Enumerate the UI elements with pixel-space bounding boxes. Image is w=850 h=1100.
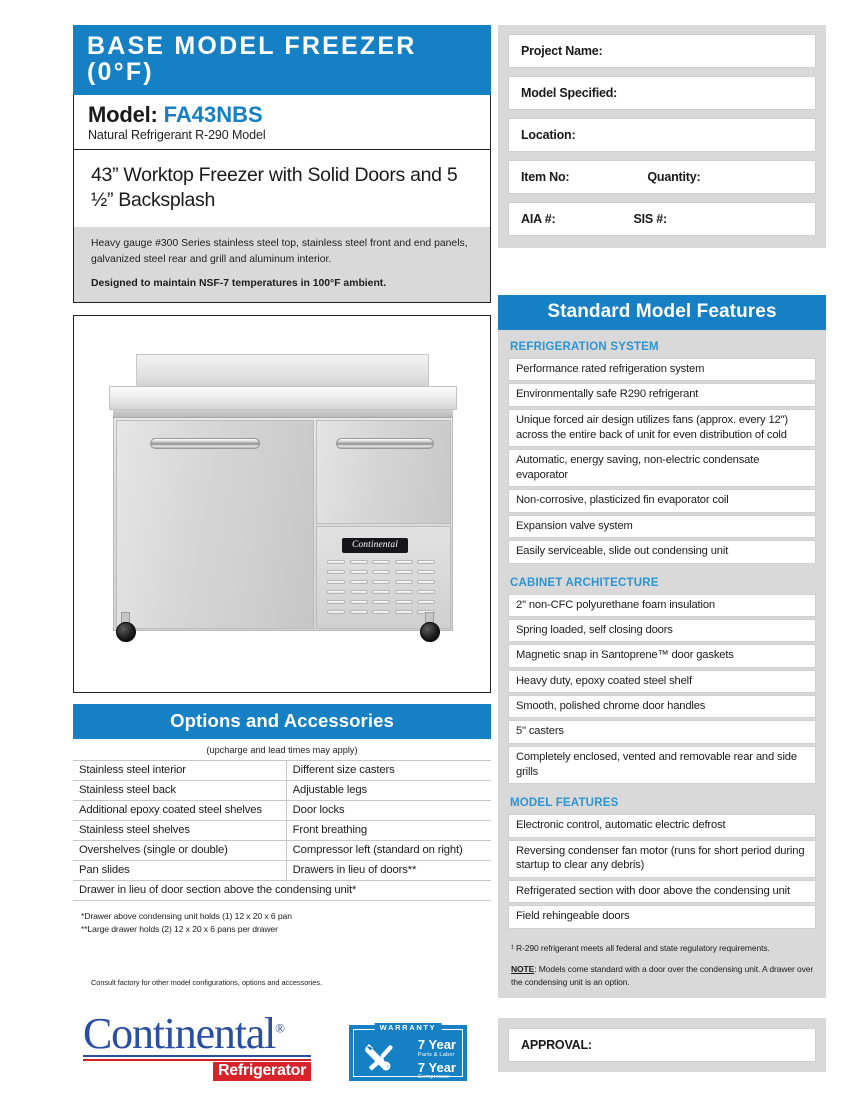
page-title: BASE MODEL FREEZER (0°F) (73, 25, 491, 95)
description-title: 43” Worktop Freezer with Solid Doors and 5 ½” Backsplash (91, 163, 458, 212)
feature-row: Performance rated refrigeration system (508, 358, 816, 381)
options-row-full (73, 880, 491, 900)
left-door-handle (150, 438, 260, 449)
grill-louver (372, 590, 390, 594)
model-line (88, 102, 476, 127)
warranty-terms (418, 1038, 456, 1083)
option-cell-right: Front breathing (286, 820, 491, 840)
logo-wordmark (83, 1008, 311, 1058)
logo-subbrand: Refrigerator (213, 1062, 311, 1081)
grill-louver (350, 580, 368, 584)
grill-louver (327, 580, 345, 584)
grill-louver (395, 570, 413, 574)
feature-row: 2" non-CFC polyurethane foam insulation (508, 594, 816, 617)
project-field-0[interactable] (508, 34, 816, 68)
feature-row: Unique forced air design utilizes fans (approx. every 12") across the entire back of unit for even distribution of cold (508, 409, 816, 447)
grill-louver (417, 580, 435, 584)
left-solid-door (116, 420, 314, 629)
grill-louver (372, 570, 390, 574)
option-cell-left: Stainless steel back (73, 780, 286, 800)
options-subnote: (upcharge and lead times may apply) (206, 744, 358, 755)
left-column (73, 25, 491, 1081)
warranty-years-compressor: 7 Year (417, 1059, 456, 1075)
right-upper-door (316, 420, 451, 524)
backsplash (136, 354, 429, 389)
project-field-label-secondary: SIS #: (633, 212, 667, 226)
option-cell-full: Drawer in lieu of door section above the condensing unit* (73, 880, 491, 900)
project-field-3[interactable] (508, 160, 816, 194)
feature-row: Completely enclosed, vented and removable rear and side grills (508, 746, 816, 784)
option-cell-left: Stainless steel interior (73, 760, 286, 780)
project-field-label: Project Name: (521, 44, 603, 58)
feature-row: 5" casters (508, 720, 816, 743)
feature-row: Easily serviceable, slide out condensing unit (508, 540, 816, 563)
warranty-badge (349, 1025, 467, 1081)
grill-louver (327, 590, 345, 594)
feature-section-title: REFRIGERATION SYSTEM (510, 341, 659, 353)
project-field-1[interactable] (508, 76, 816, 110)
warranty-title: WARRANTY (375, 1023, 442, 1032)
options-row (73, 820, 491, 840)
feature-section-title: MODEL FEATURES (510, 797, 619, 810)
r290-footnote: ¹ R-290 refrigerant meets all federal and state regulatory requirements. (511, 942, 770, 953)
options-table (73, 760, 491, 901)
project-field-label-secondary: Quantity: (647, 170, 701, 184)
grill-louver (395, 600, 413, 604)
approval-panel (498, 1018, 826, 1072)
grill-louver (395, 610, 413, 614)
approval-label: APPROVAL: (521, 1038, 592, 1052)
feature-row: Heavy duty, epoxy coated steel shelf (508, 670, 816, 693)
project-field-label: Model Specified: (521, 86, 618, 100)
continental-logo (83, 1008, 311, 1082)
condensing-unit-note (508, 954, 816, 988)
note-label: NOTE (511, 964, 535, 975)
grill-louver (417, 570, 435, 574)
project-field-2[interactable] (508, 118, 816, 152)
brand-badge: Continental (342, 538, 408, 553)
options-row (73, 840, 491, 860)
grill-louver (372, 610, 390, 614)
construction-note (74, 227, 490, 301)
grill-louver (372, 580, 390, 584)
feature-section-title: CABINET ARCHITECTURE (510, 576, 659, 589)
worktop-surface (109, 386, 457, 410)
option-cell-right: Compressor left (standard on right) (286, 840, 491, 860)
features-title: Standard Model Features (498, 295, 826, 330)
feature-row: Non-corrosive, plasticized fin evaporator coil (508, 489, 816, 512)
feature-row: Automatic, energy saving, non-electric condensate evaporator (508, 449, 816, 487)
model-subtitle: Natural Refrigerant R-290 Model (88, 127, 266, 142)
options-footnote-1: *Drawer above condensing unit holds (1) 12 x 20 x 6 pan (81, 910, 292, 921)
options-row (73, 800, 491, 820)
model-label: Model: (88, 101, 158, 127)
footer-logo-row (73, 987, 491, 1082)
project-field-label: AIA #: (521, 212, 556, 226)
grill-louver (417, 590, 435, 594)
right-door-handle (336, 438, 434, 449)
note-text: : Models come standard with a door over the condensing unit. A drawer over the condensing unit is an option. (511, 964, 814, 987)
project-field-label: Item No: (521, 170, 570, 184)
options-row (73, 860, 491, 880)
model-box (73, 95, 491, 150)
feature-row: Reversing condenser fan motor (runs for short period during startup to clear any debris) (508, 840, 816, 878)
right-caster (420, 622, 440, 642)
grill-louver (327, 570, 345, 574)
feature-row: Field rehingeable doors (508, 905, 816, 928)
nsf-note: Designed to maintain NSF-7 temperatures in 100°F ambient. (91, 277, 387, 289)
warranty-label-compressor: Compressor (417, 1074, 451, 1081)
feature-row: Magnetic snap in Santoprene™ door gaskets (508, 644, 816, 667)
features-body (498, 330, 826, 998)
model-number: FA43NBS (163, 101, 263, 127)
logo-word-text: Continental (83, 1008, 276, 1058)
options-footnotes (73, 901, 491, 936)
warranty-label-parts: Parts & Labor (417, 1051, 455, 1058)
option-cell-left: Pan slides (73, 860, 286, 880)
project-info-panel (498, 25, 826, 248)
option-cell-left: Overshelves (single or double) (73, 840, 286, 860)
feature-row: Electronic control, automatic electric defrost (508, 814, 816, 837)
approval-field[interactable] (508, 1028, 816, 1062)
grill-louver (327, 610, 345, 614)
options-row (73, 760, 491, 780)
feature-row: Spring loaded, self closing doors (508, 619, 816, 642)
grill-louver (350, 590, 368, 594)
options-footnote-2: **Large drawer holds (2) 12 x 20 x 6 pans per drawer (81, 923, 278, 934)
construction-text: Heavy gauge #300 Series stainless steel top, stainless steel front and end panels, galvanized steel rear and grill and aluminum interior. (91, 238, 468, 265)
grill-louver (327, 560, 345, 564)
feature-row: Refrigerated section with door above the condensing unit (508, 880, 816, 903)
cabinet-rail (113, 410, 453, 418)
option-cell-right: Different size casters (286, 760, 491, 780)
option-cell-right: Drawers in lieu of doors** (286, 860, 491, 880)
feature-row: Smooth, polished chrome door handles (508, 695, 816, 718)
grill-louver (350, 570, 368, 574)
option-cell-left: Stainless steel shelves (73, 820, 286, 840)
option-cell-right: Door locks (286, 800, 491, 820)
logo-registered-mark: ® (275, 1019, 284, 1035)
options-row (73, 780, 491, 800)
grill-louver (327, 600, 345, 604)
project-field-label: Location: (521, 128, 576, 142)
grill-louver (350, 610, 368, 614)
feature-row: Environmentally safe R290 refrigerant (508, 383, 816, 406)
grill-louver (417, 600, 435, 604)
option-cell-right: Adjustable legs (286, 780, 491, 800)
feature-row: Expansion valve system (508, 515, 816, 538)
option-cell-left: Additional epoxy coated steel shelves (73, 800, 286, 820)
grill-louver (395, 590, 413, 594)
wrench-screwdriver-icon (361, 1041, 397, 1080)
grill-louver (372, 560, 390, 564)
grill-louver (350, 600, 368, 604)
grill-louver (395, 560, 413, 564)
warranty-years-parts: 7 Year (417, 1037, 456, 1053)
grill-louver (350, 560, 368, 564)
features-panel (498, 295, 826, 998)
product-image (73, 315, 491, 693)
project-field-4[interactable] (508, 202, 816, 236)
options-title: Options and Accessories (73, 704, 491, 739)
description-box (73, 150, 491, 303)
grill-louver (372, 600, 390, 604)
warranty-frame (353, 1023, 463, 1081)
left-caster (116, 622, 136, 642)
product-illustration (74, 316, 490, 692)
grill-louver (417, 560, 435, 564)
grill-louver (395, 580, 413, 584)
consult-factory-note: Consult factory for other model configurations, options and accessories. (91, 977, 322, 987)
